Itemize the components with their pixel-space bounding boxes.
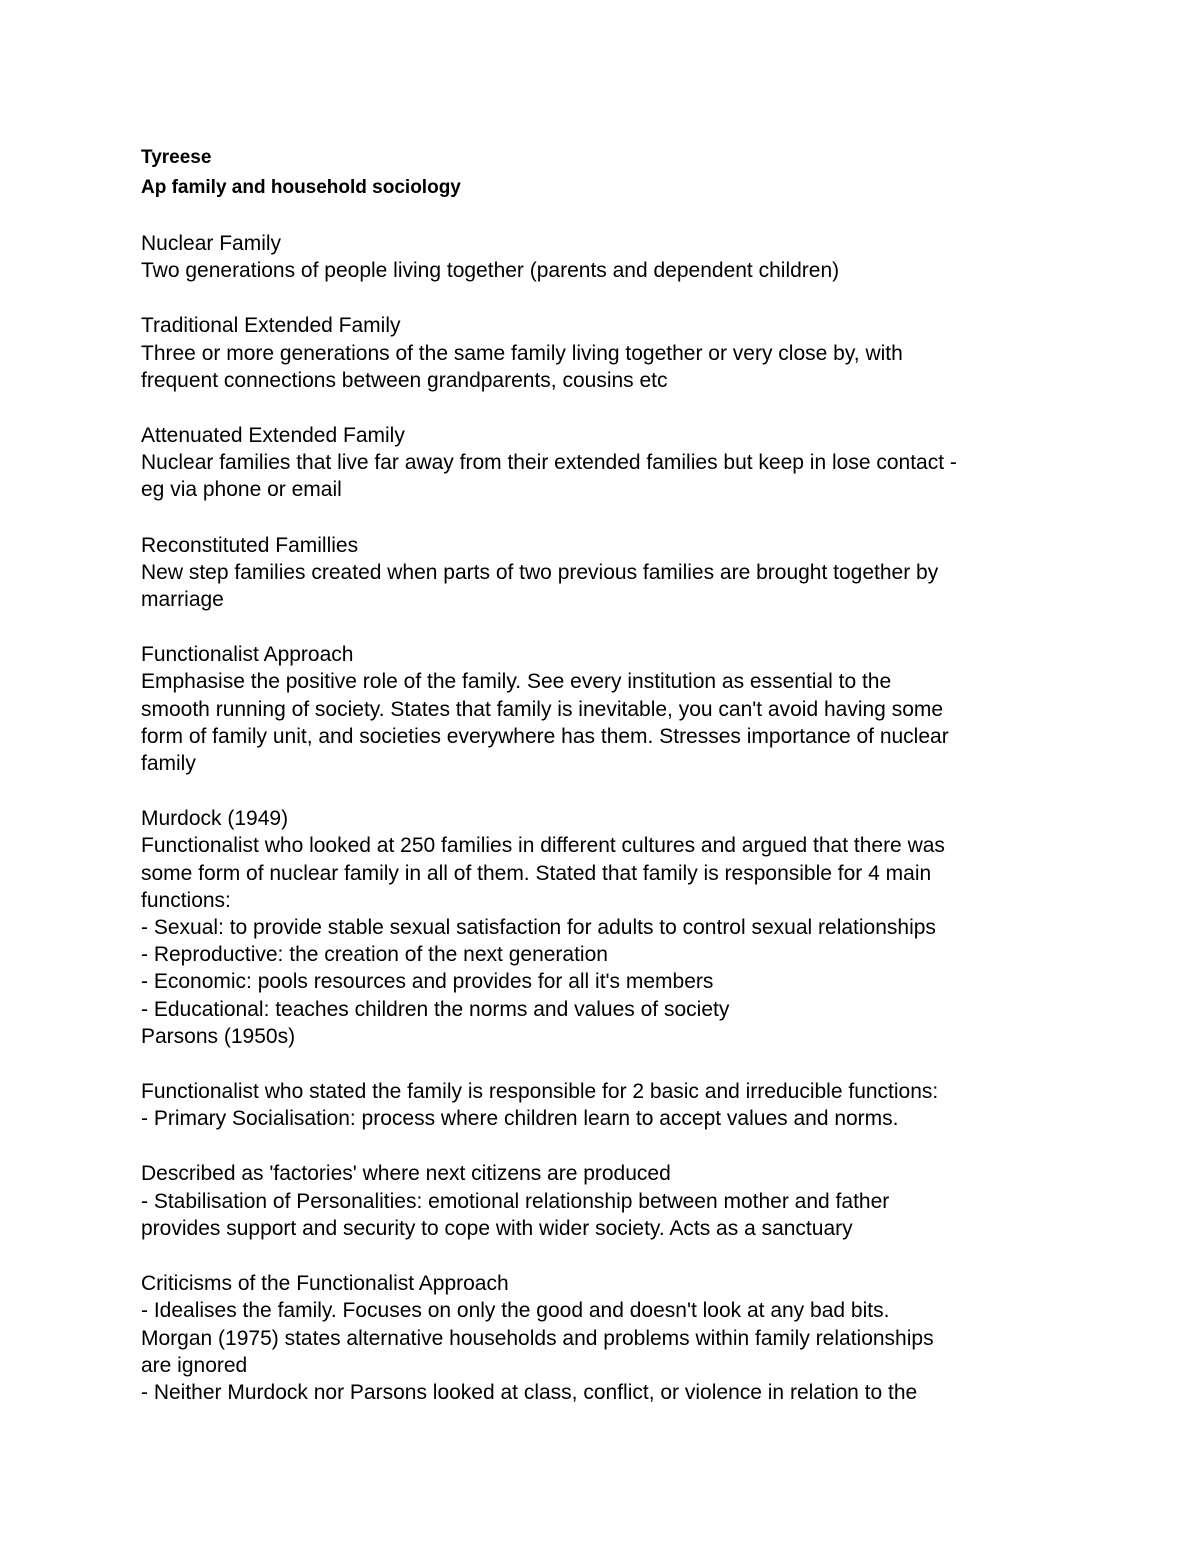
text-line: - Primary Socialisation: process where children learn to accept values and norms. [141, 1107, 899, 1131]
text-line: provides support and security to cope with wider society. Acts as a sanctuary [141, 1216, 853, 1240]
text-line: Nuclear families that live far away from their extended families but keep in lose contact - [141, 451, 957, 475]
block-heading-line: Traditional Extended Family [141, 314, 401, 338]
text-line: - Neither Murdock nor Parsons looked at class, conflict, or violence in relation to the [141, 1380, 918, 1404]
block-heading-line: Described as 'factories' where next citizens are produced [141, 1162, 671, 1186]
text-line: form of family unit, and societies everywhere has them. Stresses importance of nuclear [141, 724, 949, 748]
paragraph-block [141, 422, 1071, 504]
text-line: smooth running of society. States that family is inevitable, you can't avoid having some [141, 697, 944, 721]
block-heading-line: Nuclear Family [141, 232, 282, 255]
text-line: - Educational: teaches children the norms and values of society [141, 997, 730, 1021]
document-title: Ap family and household sociology [141, 177, 461, 198]
text-line: frequent connections between grandparents, cousins etc [141, 368, 668, 392]
block-heading-line: Attenuated Extended Family [141, 424, 405, 448]
text-line: - Sexual: to provide stable sexual satisfaction for adults to control sexual relationships [141, 916, 936, 940]
text-line: - Economic: pools resources and provides for all it's members [141, 970, 714, 994]
text-line: marriage [141, 588, 224, 612]
text-line: functions: [141, 888, 231, 912]
block-heading-line: Functionalist who stated the family is responsible for 2 basic and irreducible functions: [141, 1080, 939, 1104]
paragraph-block [141, 1078, 1071, 1132]
paragraph-block [141, 312, 1071, 394]
paragraph-block [141, 230, 1071, 284]
paragraph-block [141, 1270, 1071, 1406]
text-line: family [141, 752, 196, 776]
text-line: some form of nuclear family in all of them. Stated that family is responsible for 4 main [141, 861, 932, 885]
text-line: Two generations of people living together (parents and dependent children) [141, 259, 840, 283]
text-line: eg via phone or email [141, 478, 342, 502]
block-heading-line: Criticisms of the Functionalist Approach [141, 1272, 509, 1296]
text-line: Morgan (1975) states alternative households and problems within family relationships [141, 1326, 934, 1350]
paragraph-block [141, 641, 1071, 777]
paragraph-block [141, 532, 1071, 614]
text-line: Emphasise the positive role of the family. See every institution as essential to the [141, 670, 892, 694]
text-line: - Idealises the family. Focuses on only the good and doesn't look at any bad bits. [141, 1299, 890, 1323]
paragraph-block [141, 1160, 1071, 1242]
text-line: Functionalist who looked at 250 families in different cultures and argued that there was [141, 834, 945, 858]
author-name: Tyreese [141, 147, 212, 168]
document-body [141, 230, 1071, 1406]
paragraph-block [141, 805, 1071, 1050]
text-line: Three or more generations of the same family living together or very close by, with [141, 341, 903, 365]
text-line: are ignored [141, 1353, 248, 1377]
block-heading-line: Murdock (1949) [141, 807, 289, 831]
block-heading-line: Reconstituted Famillies [141, 533, 359, 557]
text-line: - Reproductive: the creation of the next generation [141, 943, 608, 967]
text-line: Parsons (1950s) [141, 1024, 296, 1048]
block-heading-line: Functionalist Approach [141, 643, 354, 667]
text-line: - Stabilisation of Personalities: emotional relationship between mother and father [141, 1189, 890, 1213]
text-line: New step families created when parts of two previous families are brought together by [141, 560, 939, 584]
document-page [141, 143, 1071, 1406]
